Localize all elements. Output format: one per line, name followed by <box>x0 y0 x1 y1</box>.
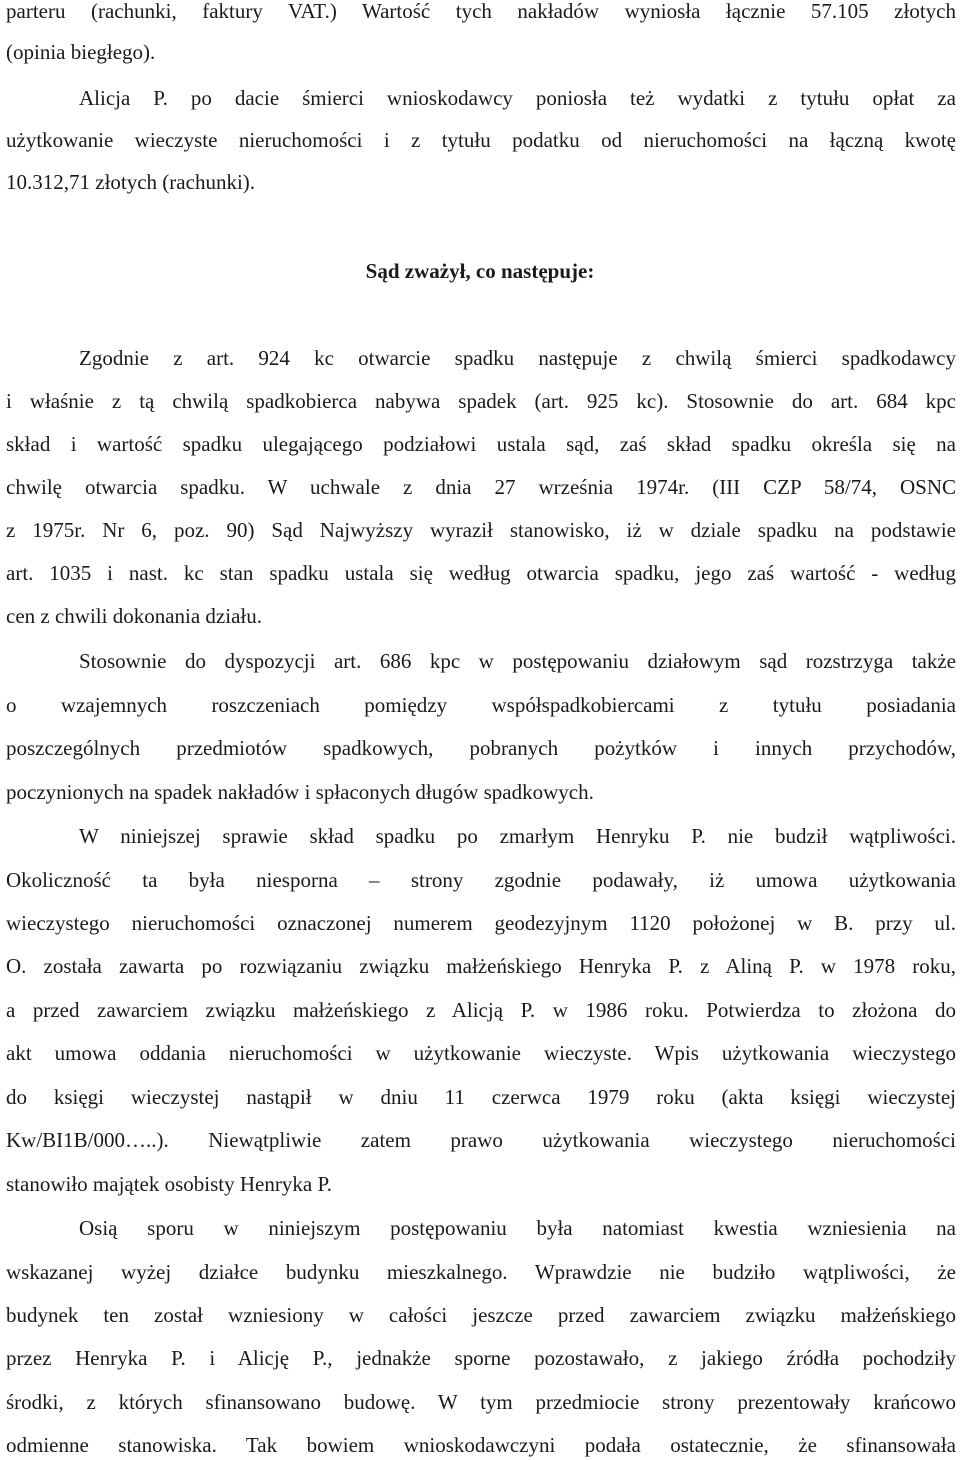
body-text-line: Stosownie do dyspozycji art. 686 kpc w postępowaniu działowym sąd rozstrzyga także <box>79 649 956 673</box>
body-text-line: art. 1035 i nast. kc stan spadku ustala się według otwarcia spadku, jego zaś wartość - według <box>6 561 956 585</box>
body-text-line: środki, z których sfinansowano budowę. W tym przedmiocie strony prezentowały krańcowo <box>6 1390 956 1414</box>
body-text-line: Kw/BI1B/000…..). Niewątpliwie zatem prawo użytkowania wieczystego nieruchomości <box>6 1128 956 1152</box>
body-text-line: stanowiło majątek osobisty Henryka P. <box>6 1172 333 1196</box>
body-text-line: odmienne stanowiska. Tak bowiem wnioskodawczyni podała ostatecznie, że sfinansowała <box>6 1433 956 1457</box>
body-text-line: chwilę otwarcia spadku. W uchwale z dnia 27 września 1974r. (III CZP 58/74, OSNC <box>6 475 956 499</box>
body-text-line: wskazanej wyżej działce budynku mieszkalnego. Wprawdzie nie budziło wątpliwości, że <box>6 1260 956 1284</box>
body-text-line: użytkowanie wieczyste nieruchomości i z tytułu podatku od nieruchomości na łączną kwotę <box>6 128 956 152</box>
body-text-line: O. została zawarta po rozwiązaniu związku małżeńskiego Henryka P. z Aliną P. w 1978 roku, <box>6 954 956 978</box>
body-text-line: a przed zawarciem związku małżeńskiego z Alicją P. w 1986 roku. Potwierdza to złożona do <box>6 998 956 1022</box>
body-text-line: poszczególnych przedmiotów spadkowych, pobranych pożytków i innych przychodów, <box>6 736 956 760</box>
body-text-line: przez Henryka P. i Alicję P., jednakże sporne pozostawało, z jakiego źródła pochodziły <box>6 1346 956 1370</box>
body-text-line: Zgodnie z art. 924 kc otwarcie spadku następuje z chwilą śmierci spadkodawcy <box>79 346 956 370</box>
body-text-line: o wzajemnych roszczeniach pomiędzy współspadkobiercami z tytułu posiadania <box>6 693 956 717</box>
section-heading: Sąd zważył, co następuje: <box>365 259 595 283</box>
body-text-line: i właśnie z tą chwilą spadkobierca nabywa spadek (art. 925 kc). Stosownie do art. 684 kpc <box>6 389 956 413</box>
body-text-line: budynek ten został wzniesiony w całości jeszcze przed zawarciem związku małżeńskiego <box>6 1303 956 1327</box>
body-text-line: Osią sporu w niniejszym postępowaniu była natomiast kwestia wzniesienia na <box>79 1216 956 1240</box>
body-text-line: cen z chwili dokonania działu. <box>6 604 262 628</box>
body-text-line: Alicja P. po dacie śmierci wnioskodawcy poniosła też wydatki z tytułu opłat za <box>79 86 956 110</box>
body-text-line: poczynionych na spadek nakładów i spłaconych długów spadkowych. <box>6 780 594 804</box>
body-text-line: skład i wartość spadku ulegającego podziałowi ustala sąd, zaś skład spadku określa się na <box>6 432 956 456</box>
body-text-line: wieczystego nieruchomości oznaczonej numerem geodezyjnym 1120 położonej w B. przy ul. <box>6 911 956 935</box>
body-text-line: Okoliczność ta była niesporna – strony zgodnie podawały, iż umowa użytkowania <box>6 868 956 892</box>
body-text-line: z 1975r. Nr 6, poz. 90) Sąd Najwyższy wyraził stanowisko, iż w dziale spadku na podstawie <box>6 518 956 542</box>
body-text-line: W niniejszej sprawie skład spadku po zmarłym Henryku P. nie budził wątpliwości. <box>79 824 956 848</box>
body-text-line: 10.312,71 złotych (rachunki). <box>6 170 256 194</box>
body-text-line: (opinia biegłego). <box>6 40 156 64</box>
body-text-line: do księgi wieczystej nastąpił w dniu 11 czerwca 1979 roku (akta księgi wieczystej <box>6 1085 956 1109</box>
body-text-line: akt umowa oddania nieruchomości w użytkowanie wieczyste. Wpis użytkowania wieczystego <box>6 1041 956 1065</box>
body-text-line: parteru (rachunki, faktury VAT.) Wartość tych nakładów wyniosła łącznie 57.105 złotych <box>6 0 956 23</box>
